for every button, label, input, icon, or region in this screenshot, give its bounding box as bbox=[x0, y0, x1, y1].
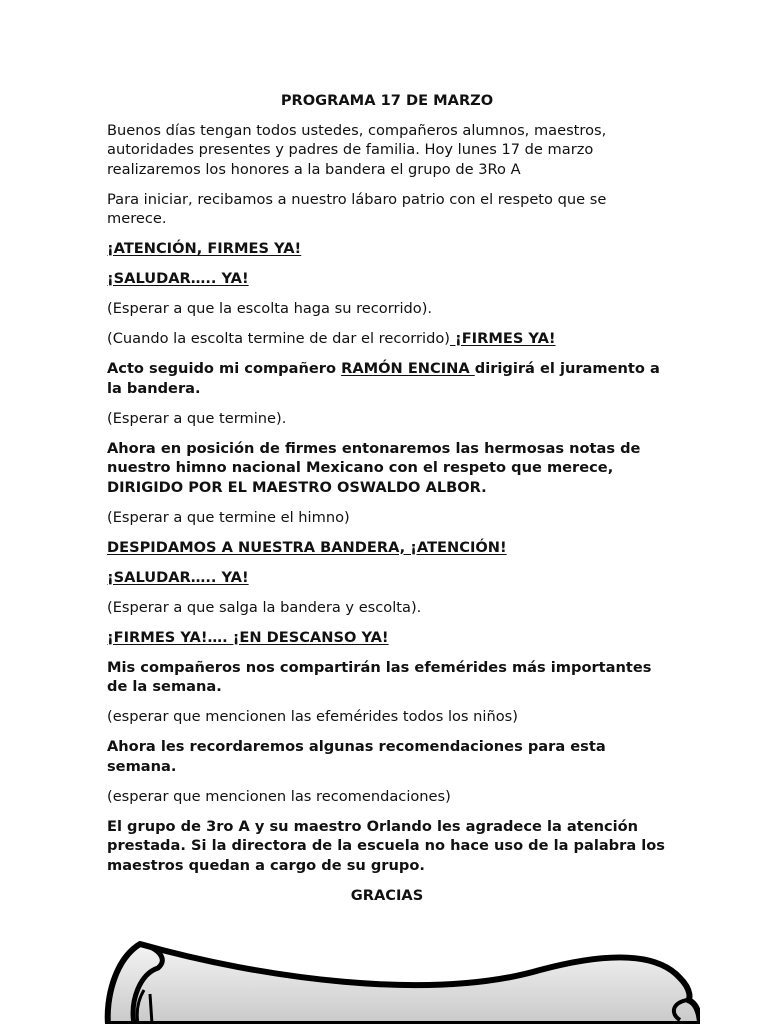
student-name: RAMÓN ENCINA bbox=[341, 360, 475, 377]
document-title: PROGRAMA 17 DE MARZO bbox=[280, 92, 494, 109]
closing-thanks: GRACIAS bbox=[350, 886, 424, 904]
scroll-banner-icon bbox=[100, 930, 700, 1024]
command-firmes: ¡FIRMES YA! bbox=[449, 330, 556, 347]
command-farewell: DESPIDAMOS A NUESTRA BANDERA, ¡ATENCIÓN! bbox=[107, 538, 507, 556]
document-body bbox=[107, 91, 667, 916]
recommendations-paragraph: Ahora les recordaremos algunas recomendaciones para esta semana. bbox=[107, 738, 606, 775]
instruction-ephemeris: (esperar que mencionen las efemérides todos los niños) bbox=[107, 708, 518, 725]
instruction-escort-end-text: (Cuando la escolta termine de dar el recorrido) bbox=[107, 330, 450, 347]
command-rest: ¡FIRMES YA!…. ¡EN DESCANSO YA! bbox=[107, 628, 389, 646]
instruction-escort: (Esperar a que la escolta haga su recorrido). bbox=[107, 300, 433, 317]
instruction-anthem: (Esperar a que termine el himno) bbox=[107, 508, 350, 526]
anthem-paragraph: Ahora en posición de firmes entonaremos las hermosas notas de nuestro himno nacional Mexicano con el respeto que merece, DIRIGIDO POR EL MAESTRO OSWALDO ALBOR. bbox=[107, 439, 641, 496]
intro-paragraph: Buenos días tengan todos ustedes, compañeros alumnos, maestros, autoridades presentes y padres de familia. Hoy lunes 17 de marzo realizaremos los honores a la bandera el grupo de 3Ro A bbox=[107, 121, 607, 178]
command-attention: ¡ATENCIÓN, FIRMES YA! bbox=[107, 240, 302, 257]
ephemeris-paragraph: Mis compañeros nos compartirán las efemérides más importantes de la semana. bbox=[107, 658, 652, 695]
closing-paragraph: El grupo de 3ro A y su maestro Orlando les agradece la atención prestada. Si la directora de la escuela no hace uso de la palabra los maestros quedan a cargo de su grupo. bbox=[107, 817, 665, 874]
oath-paragraph bbox=[107, 359, 667, 398]
opening-paragraph: Para iniciar, recibamos a nuestro lábaro patrio con el respeto que se merece. bbox=[107, 190, 607, 227]
instruction-wait: (Esperar a que termine). bbox=[107, 409, 287, 427]
instruction-escort-end bbox=[107, 329, 667, 349]
oath-text-end: dirigirá el juramento a la bandera. bbox=[107, 360, 660, 397]
command-salute: ¡SALUDAR….. YA! bbox=[107, 270, 249, 287]
instruction-flag-exit: (Esperar a que salga la bandera y escolta). bbox=[107, 598, 422, 616]
instruction-recommendations: (esperar que mencionen las recomendaciones) bbox=[107, 787, 451, 805]
command-salute-2: ¡SALUDAR….. YA! bbox=[107, 568, 249, 586]
oath-text-start: Acto seguido mi compañero bbox=[107, 360, 342, 377]
